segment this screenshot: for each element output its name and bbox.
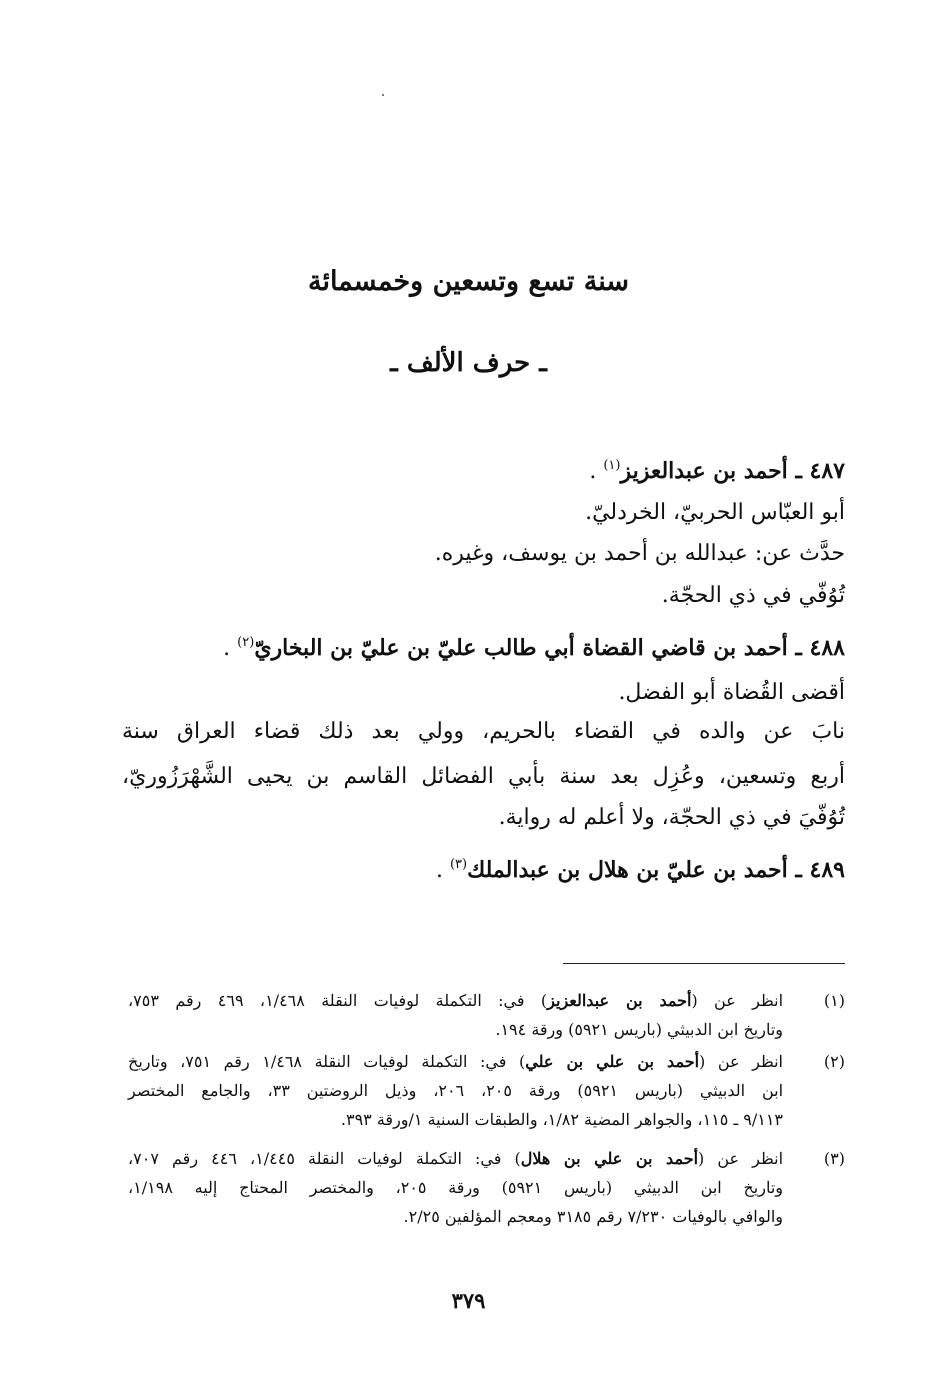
entry-487-headline bbox=[130, 453, 845, 490]
entry-line: حدَّث عن: عبدالله بن أحمد بن يوسف، وغيره. bbox=[434, 541, 845, 566]
entry-line: أقضى القُضاة أبو الفضل. bbox=[618, 680, 845, 705]
entry-line: تُوُفّي في ذي الحجّة. bbox=[661, 583, 845, 608]
page-number: ٣٧٩ bbox=[451, 1288, 486, 1313]
footnote-subject: أحمد بن علي بن هلال bbox=[520, 1149, 699, 1168]
footnote-1 bbox=[128, 986, 845, 1046]
footnote-line: وتاريخ ابن الدبيثي (باريس ٥٩٢١) ورقة ٢٠٥، والمختصر المحتاج إليه ١/١٩٨، bbox=[128, 1178, 784, 1197]
entry-end: . bbox=[435, 858, 450, 883]
footnote-subject: أحمد بن عبدالعزيز bbox=[547, 991, 692, 1010]
footnote-line: انظر عن (أحمد بن عبدالعزيز) في: التكملة لوفيات النقلة ١/٤٦٨، ٤٦٩ رقم ٧٥٣، bbox=[128, 991, 784, 1010]
entry-headline-text: ٤٨٩ ـ أحمد بن عليّ بن هلال بن عبدالملك bbox=[467, 857, 845, 883]
footnote-separator bbox=[563, 963, 845, 964]
entry-headline-text: ٤٨٧ ـ أحمد بن عبدالعزيز bbox=[620, 458, 845, 484]
footnote-line: وتاريخ ابن الدبيثي (باريس ٥٩٢١) ورقة ١٩٤. bbox=[495, 1020, 783, 1039]
entry-line: أربع وتسعين، وعُزِل بعد سنة بأبي الفضائل القاسم بن يحيى الشَّهْرَزُوريّ، bbox=[122, 764, 845, 789]
footnote-ref: (٣) bbox=[449, 857, 468, 872]
footnote-3 bbox=[128, 1144, 845, 1234]
scan-speck bbox=[382, 94, 384, 96]
footnote-number: (٢) bbox=[823, 1052, 845, 1071]
footnote-number: (١) bbox=[823, 991, 845, 1010]
year-title: سنة تسع وتسعين وخمسمائة bbox=[307, 266, 630, 297]
footnote-line: ابن الدبيثي (باريس ٥٩٢١) ورقة ٢٠٥، ٢٠٦، وذيل الروضتين ٣٣، والجامع المختصر bbox=[128, 1081, 784, 1100]
entry-end: . bbox=[223, 636, 238, 661]
entry-489-headline bbox=[130, 852, 845, 889]
entry-line: أبو العبّاس الحربيّ، الخردليّ. bbox=[585, 500, 845, 525]
entry-488-headline bbox=[130, 630, 845, 667]
footnote-subject: أحمد بن علي بن علي bbox=[525, 1052, 700, 1071]
footnote-line: والوافي بالوفيات ٧/٢٣٠ رقم ٣١٨٥ ومعجم المؤلفين ٢/٢٥. bbox=[403, 1207, 783, 1226]
entry-headline-text: ٤٨٨ ـ أحمد بن قاضي القضاة أبي طالب عليّ بن عليّ بن البخاريّ bbox=[254, 635, 845, 661]
entry-end: . bbox=[589, 459, 604, 484]
footnote-line: انظر عن (أحمد بن علي بن هلال) في: التكملة لوفيات النقلة ١/٤٤٥، ٤٤٦ رقم ٧٠٧، bbox=[128, 1149, 784, 1168]
footnote-line: ٩/١١٣ ـ ١١٥، والجواهر المضية ١/٨٢، والطبقات السنية ١/ورقة ٣٩٣. bbox=[340, 1110, 783, 1129]
footnote-ref: (٢) bbox=[237, 635, 255, 650]
footnote-2 bbox=[128, 1047, 845, 1137]
footnote-number: (٣) bbox=[823, 1149, 845, 1168]
entry-line: نابَ عن والده في القضاء بالحريم، وولي بعد ذلك قضاء العراق سنة bbox=[122, 719, 845, 744]
letter-title: ـ حرف الألف ـ bbox=[390, 348, 547, 378]
entry-line: تُوُفّيَ في ذي الحجّة، ولا أعلم له رواية. bbox=[498, 805, 845, 830]
footnote-ref: (١) bbox=[603, 458, 621, 473]
footnote-line: انظر عن (أحمد بن علي بن علي) في: التكملة لوفيات النقلة ١/٤٦٨ رقم ٧٥١، وتاريخ bbox=[128, 1052, 783, 1071]
